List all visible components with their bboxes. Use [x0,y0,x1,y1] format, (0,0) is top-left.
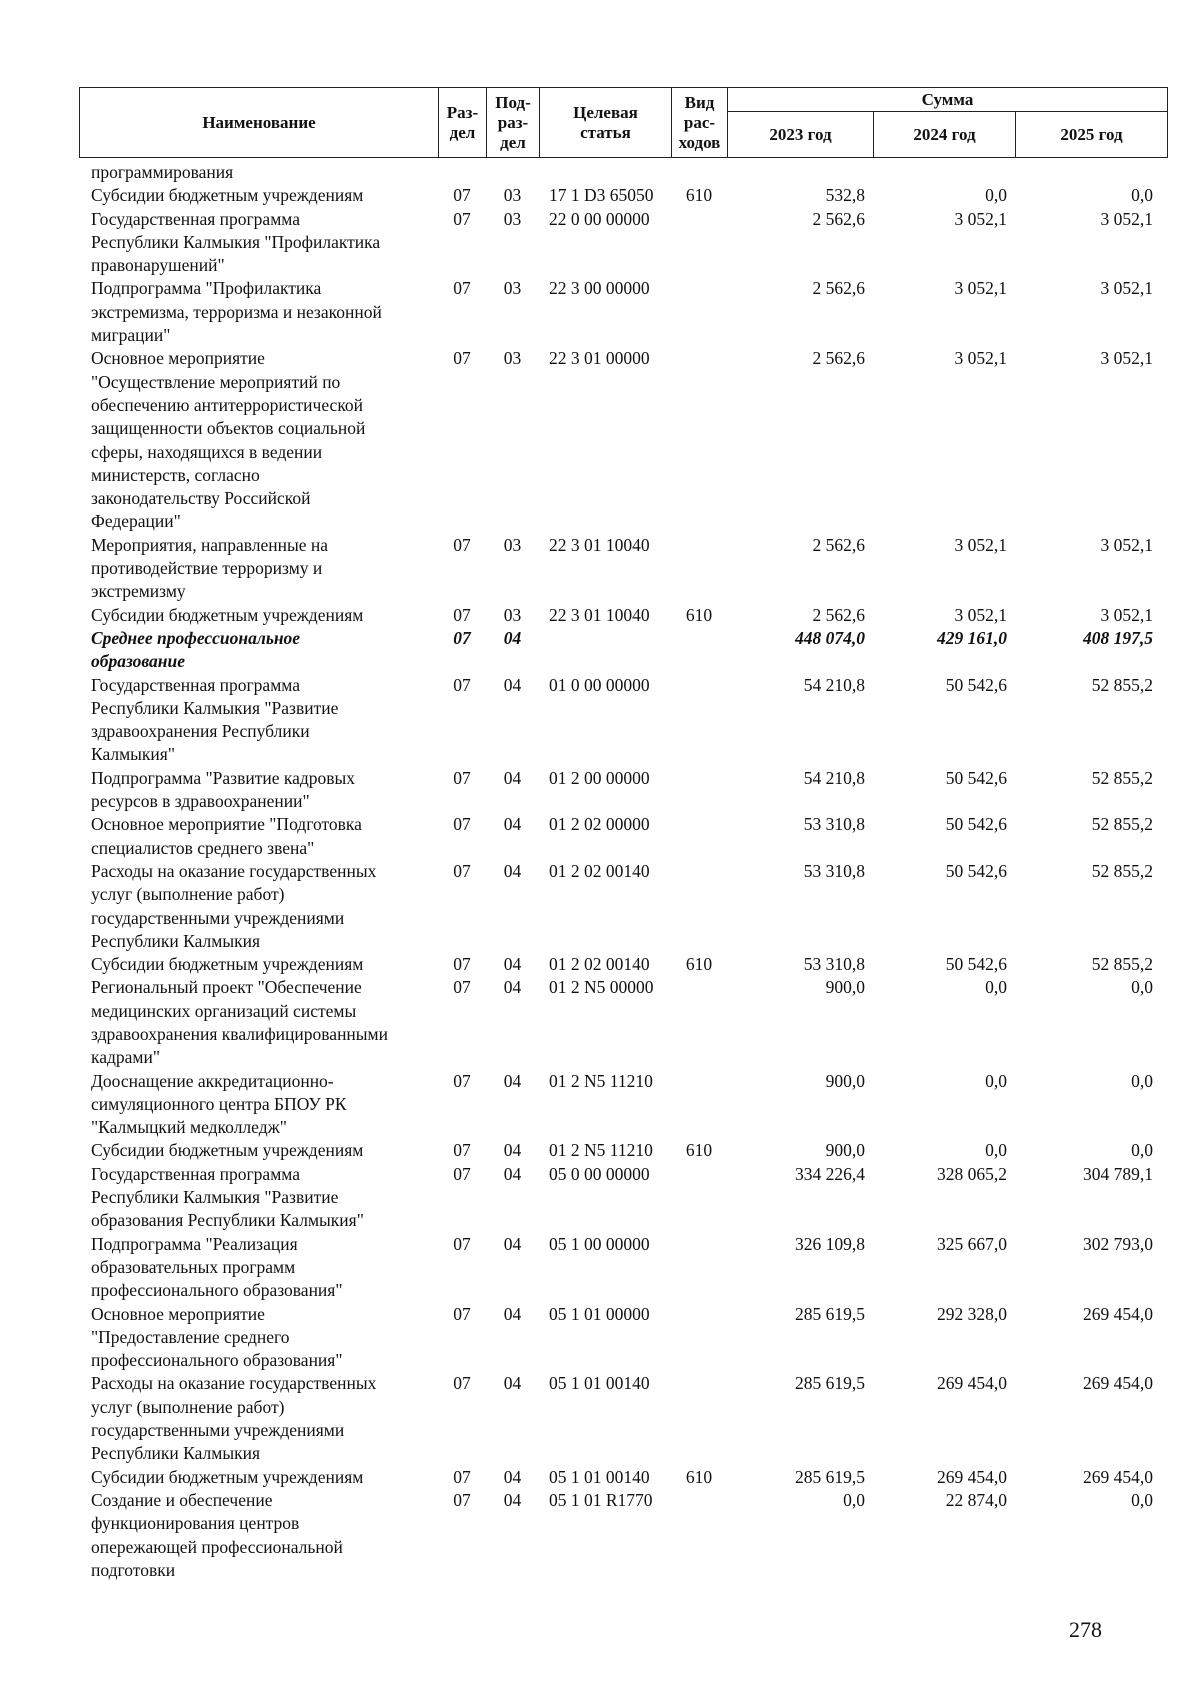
table-row [79,347,1167,533]
cell-kind [671,1233,727,1303]
cell-name: Региональный проект "Обеспечение медицинских организаций системы здравоохранения квалифицированными кадрами" [91,977,388,1068]
cell-target: 01 2 02 00000 [549,814,650,835]
cell-kind: 610 [685,954,713,975]
cell-2023: 53 310,8 [803,814,865,835]
table-row [79,1163,1167,1233]
cell-2024: 269 454,0 [937,1373,1007,1394]
cell-section: 07 [453,1140,471,1161]
cell-2023: 2 562,6 [812,278,865,299]
cell-subsection: 04 [503,1303,522,1324]
cell-section: 07 [453,1233,471,1254]
cell-2025: 3 052,1 [1100,348,1153,369]
cell-2023: 285 619,5 [795,1373,865,1394]
cell-target: 05 1 01 00140 [549,1466,650,1487]
table-row [79,534,1167,604]
cell-target: 01 2 02 00140 [549,860,650,881]
cell-2024: 3 052,1 [954,534,1007,555]
cell-section [438,161,486,184]
cell-2024: 50 542,6 [945,814,1007,835]
cell-name: Государственная программа Республики Калмыкия "Профилактика правонарушений" [91,208,381,276]
cell-subsection: 04 [503,860,522,881]
cell-section: 07 [453,1163,471,1184]
cell-subsection: 04 [503,1163,522,1184]
cell-kind [671,627,727,674]
cell-section: 07 [453,1373,471,1394]
table-row [79,976,1167,1069]
cell-target: 01 0 00 00000 [549,674,650,695]
cell-2024: 3 052,1 [954,208,1007,229]
cell-section: 07 [453,767,471,788]
cell-kind [671,1163,727,1233]
cell-section: 07 [453,185,471,206]
cell-2025: 269 454,0 [1083,1373,1153,1394]
cell-name: Основное мероприятие "Предоставление среднего профессионального образования" [91,1303,343,1371]
header-target: Целевая статья [540,88,672,158]
cell-2023: 334 226,4 [795,1163,865,1184]
cell-2025: 52 855,2 [1091,860,1153,881]
cell-subsection: 04 [503,977,522,998]
cell-2023: 448 074,0 [795,627,865,648]
cell-2024: 3 052,1 [954,348,1007,369]
cell-name: Государственная программа Республики Калмыкия "Развитие здравоохранения Республики Калмыкия" [91,674,339,765]
cell-2024: 325 667,0 [937,1233,1007,1254]
cell-subsection: 03 [503,348,522,369]
cell-section: 07 [453,627,471,648]
table-row [79,1372,1167,1465]
cell-section: 07 [453,1303,471,1324]
header-year-2025: 2025 год [1016,112,1168,158]
header-year-2024: 2024 год [874,112,1016,158]
cell-2023: 53 310,8 [803,860,865,881]
cell-section: 07 [453,814,471,835]
cell-2025: 3 052,1 [1100,208,1153,229]
cell-2025: 269 454,0 [1083,1466,1153,1487]
cell-target: 01 2 02 00140 [549,954,650,975]
cell-2023 [727,161,873,184]
cell-2024: 429 161,0 [937,627,1007,648]
cell-name: Субсидии бюджетным учреждениям [91,1466,364,1487]
table-row [79,1070,1167,1140]
cell-2025: 52 855,2 [1091,767,1153,788]
cell-2025: 52 855,2 [1091,814,1153,835]
cell-target [539,161,671,184]
cell-2024: 328 065,2 [937,1163,1007,1184]
cell-name: Дооснащение аккредитационно- симуляционного центра БПОУ РК "Калмыцкий медколледж" [91,1070,347,1138]
cell-subsection: 04 [503,767,522,788]
cell-2024: 269 454,0 [937,1466,1007,1487]
cell-target: 05 1 01 R1770 [549,1489,653,1510]
cell-2023: 532,8 [825,185,865,206]
cell-subsection: 03 [503,185,522,206]
cell-2023: 326 109,8 [795,1233,865,1254]
cell-subsection: 04 [503,1373,522,1394]
cell-name: Субсидии бюджетным учреждениям [91,954,364,975]
cell-subsection: 03 [503,534,522,555]
cell-2025: 52 855,2 [1091,954,1153,975]
cell-subsection: 03 [503,278,522,299]
cell-2024: 50 542,6 [945,674,1007,695]
cell-target: 22 3 01 10040 [549,534,650,555]
cell-kind [671,1303,727,1373]
cell-2024: 3 052,1 [954,278,1007,299]
cell-section: 07 [453,604,471,625]
cell-subsection: 03 [503,208,522,229]
cell-2024: 50 542,6 [945,767,1007,788]
table-row [79,1489,1167,1582]
cell-2024 [873,161,1015,184]
cell-2023: 285 619,5 [795,1466,865,1487]
cell-name: Основное мероприятие "Осуществление мероприятий по обеспечению антитеррористической защищенности объектов социальной сферы, находящихся в ведении министерств, согласно законодательству Российской Федерации" [91,348,366,532]
cell-target: 01 2 00 00000 [549,767,650,788]
cell-2024: 50 542,6 [945,860,1007,881]
cell-subsection: 04 [503,627,522,648]
table-row [79,161,1167,184]
cell-target: 22 3 01 10040 [549,604,650,625]
cell-name: Основное мероприятие "Подготовка специалистов среднего звена" [91,814,362,858]
cell-subsection: 04 [503,814,522,835]
cell-target: 05 1 01 00000 [549,1303,650,1324]
header-name: Наименование [80,88,439,158]
page-number: 278 [1069,1617,1102,1642]
cell-target: 05 1 01 00140 [549,1373,650,1394]
cell-section: 07 [453,208,471,229]
cell-2025: 269 454,0 [1083,1303,1153,1324]
cell-2025: 0,0 [1131,1070,1153,1091]
cell-2024: 0,0 [985,1140,1007,1161]
cell-2025: 0,0 [1131,977,1153,998]
header-section: Раз- дел [439,88,487,158]
cell-2023: 900,0 [825,1140,865,1161]
table-header [79,87,1168,158]
cell-name: Субсидии бюджетным учреждениям [91,185,364,206]
cell-2023: 285 619,5 [795,1303,865,1324]
cell-2023: 2 562,6 [812,534,865,555]
cell-subsection [486,161,539,184]
header-year-2023: 2023 год [728,112,874,158]
table-row [79,953,1167,976]
cell-target: 01 2 N5 00000 [549,977,654,998]
cell-2025: 408 197,5 [1083,627,1153,648]
cell-name: Субсидии бюджетным учреждениям [91,1140,364,1161]
cell-kind: 610 [685,1466,713,1487]
cell-2024: 0,0 [985,185,1007,206]
cell-section: 07 [453,348,471,369]
table-row [79,627,1167,674]
cell-kind: 610 [685,604,713,625]
cell-2025: 52 855,2 [1091,674,1153,695]
cell-section: 07 [453,954,471,975]
cell-name: Мероприятия, направленные на противодействие терроризму и экстремизму [91,534,329,602]
cell-kind [671,208,727,278]
cell-2024: 3 052,1 [954,604,1007,625]
table-row [79,674,1167,767]
cell-target: 05 0 00 00000 [549,1163,650,1184]
cell-kind [671,860,727,953]
cell-section: 07 [453,977,471,998]
cell-name: Расходы на оказание государственных услуг (выполнение работ) государственными учреждениями Республики Калмыкия [91,860,377,951]
cell-name: Подпрограмма "Профилактика экстремизма, терроризма и незаконной миграции" [91,278,382,346]
table-row [79,208,1167,278]
cell-section: 07 [453,1489,471,1510]
cell-2024: 0,0 [985,1070,1007,1091]
cell-section: 07 [453,534,471,555]
cell-2025: 0,0 [1131,185,1153,206]
table-row [79,277,1167,347]
cell-name: Среднее профессиональное образование [91,627,301,672]
cell-kind [671,767,727,814]
cell-subsection: 04 [503,1233,522,1254]
cell-kind [671,674,727,767]
table-row [79,1139,1167,1162]
cell-kind [671,1372,727,1465]
cell-target: 01 2 N5 11210 [549,1070,653,1091]
table-row [79,184,1167,207]
cell-2025: 3 052,1 [1100,278,1153,299]
cell-target: 01 2 N5 11210 [549,1140,653,1161]
cell-subsection: 04 [503,954,522,975]
table-row [79,1233,1167,1303]
cell-name: Подпрограмма "Развитие кадровых ресурсов в здравоохранении" [91,767,356,812]
cell-kind [671,277,727,347]
cell-target: 22 0 00 00000 [549,208,650,229]
cell-2023: 2 562,6 [812,208,865,229]
cell-kind [671,976,727,1069]
cell-section: 07 [453,278,471,299]
cell-kind: 610 [685,185,713,206]
cell-2025: 304 789,1 [1083,1163,1153,1184]
cell-kind [671,534,727,604]
cell-name: Государственная программа Республики Калмыкия "Развитие образования Республики Калмыкия" [91,1163,364,1231]
cell-section: 07 [453,1466,471,1487]
cell-2024: 50 542,6 [945,954,1007,975]
cell-subsection: 04 [503,1489,522,1510]
cell-kind [671,813,727,860]
cell-kind: 610 [685,1140,713,1161]
cell-2025: 302 793,0 [1083,1233,1153,1254]
table-row [79,604,1167,627]
cell-kind [671,1489,727,1582]
table-row [79,813,1167,860]
cell-2024: 22 874,0 [945,1489,1007,1510]
cell-target: 22 3 01 00000 [549,348,650,369]
cell-2023: 54 210,8 [803,674,865,695]
cell-2025 [1015,161,1161,184]
cell-2025: 3 052,1 [1100,534,1153,555]
cell-2024: 0,0 [985,977,1007,998]
cell-subsection: 04 [503,1070,522,1091]
table-body [79,161,1167,1582]
table-row [79,1303,1167,1373]
cell-2023: 0,0 [843,1489,865,1510]
cell-name: Субсидии бюджетным учреждениям [91,604,364,625]
cell-target: 17 1 D3 65050 [549,185,654,206]
cell-2025: 0,0 [1131,1489,1153,1510]
cell-name: Создание и обеспечение функционирования центров опережающей профессиональной подготовки [91,1489,343,1580]
cell-2023: 900,0 [825,977,865,998]
table-row [79,1466,1167,1489]
cell-target [539,627,671,674]
cell-2024: 292 328,0 [937,1303,1007,1324]
cell-section: 07 [453,1070,471,1091]
cell-subsection: 03 [503,604,522,625]
cell-target: 05 1 00 00000 [549,1233,650,1254]
cell-kind [671,347,727,533]
table-row [79,860,1167,953]
cell-target: 22 3 00 00000 [549,278,650,299]
cell-section: 07 [453,674,471,695]
cell-2023: 2 562,6 [812,348,865,369]
header-sum: Сумма [728,88,1168,112]
cell-name: Расходы на оказание государственных услуг (выполнение работ) государственными учреждениями Республики Калмыкия [91,1373,377,1464]
cell-2023: 54 210,8 [803,767,865,788]
cell-name: программирования [91,162,234,182]
cell-name: Подпрограмма "Реализация образовательных программ профессионального образования" [91,1233,343,1301]
cell-subsection: 04 [503,674,522,695]
cell-2023: 53 310,8 [803,954,865,975]
table-row [79,767,1167,814]
cell-section: 07 [453,860,471,881]
cell-2023: 900,0 [825,1070,865,1091]
cell-2025: 0,0 [1131,1140,1153,1161]
cell-subsection: 04 [503,1466,522,1487]
header-kind: Вид рас- ходов [672,88,728,158]
cell-subsection: 04 [503,1140,522,1161]
cell-2025: 3 052,1 [1100,604,1153,625]
cell-kind [671,161,727,184]
header-subsection: Под- раз- дел [487,88,540,158]
cell-kind [671,1070,727,1140]
cell-2023: 2 562,6 [812,604,865,625]
